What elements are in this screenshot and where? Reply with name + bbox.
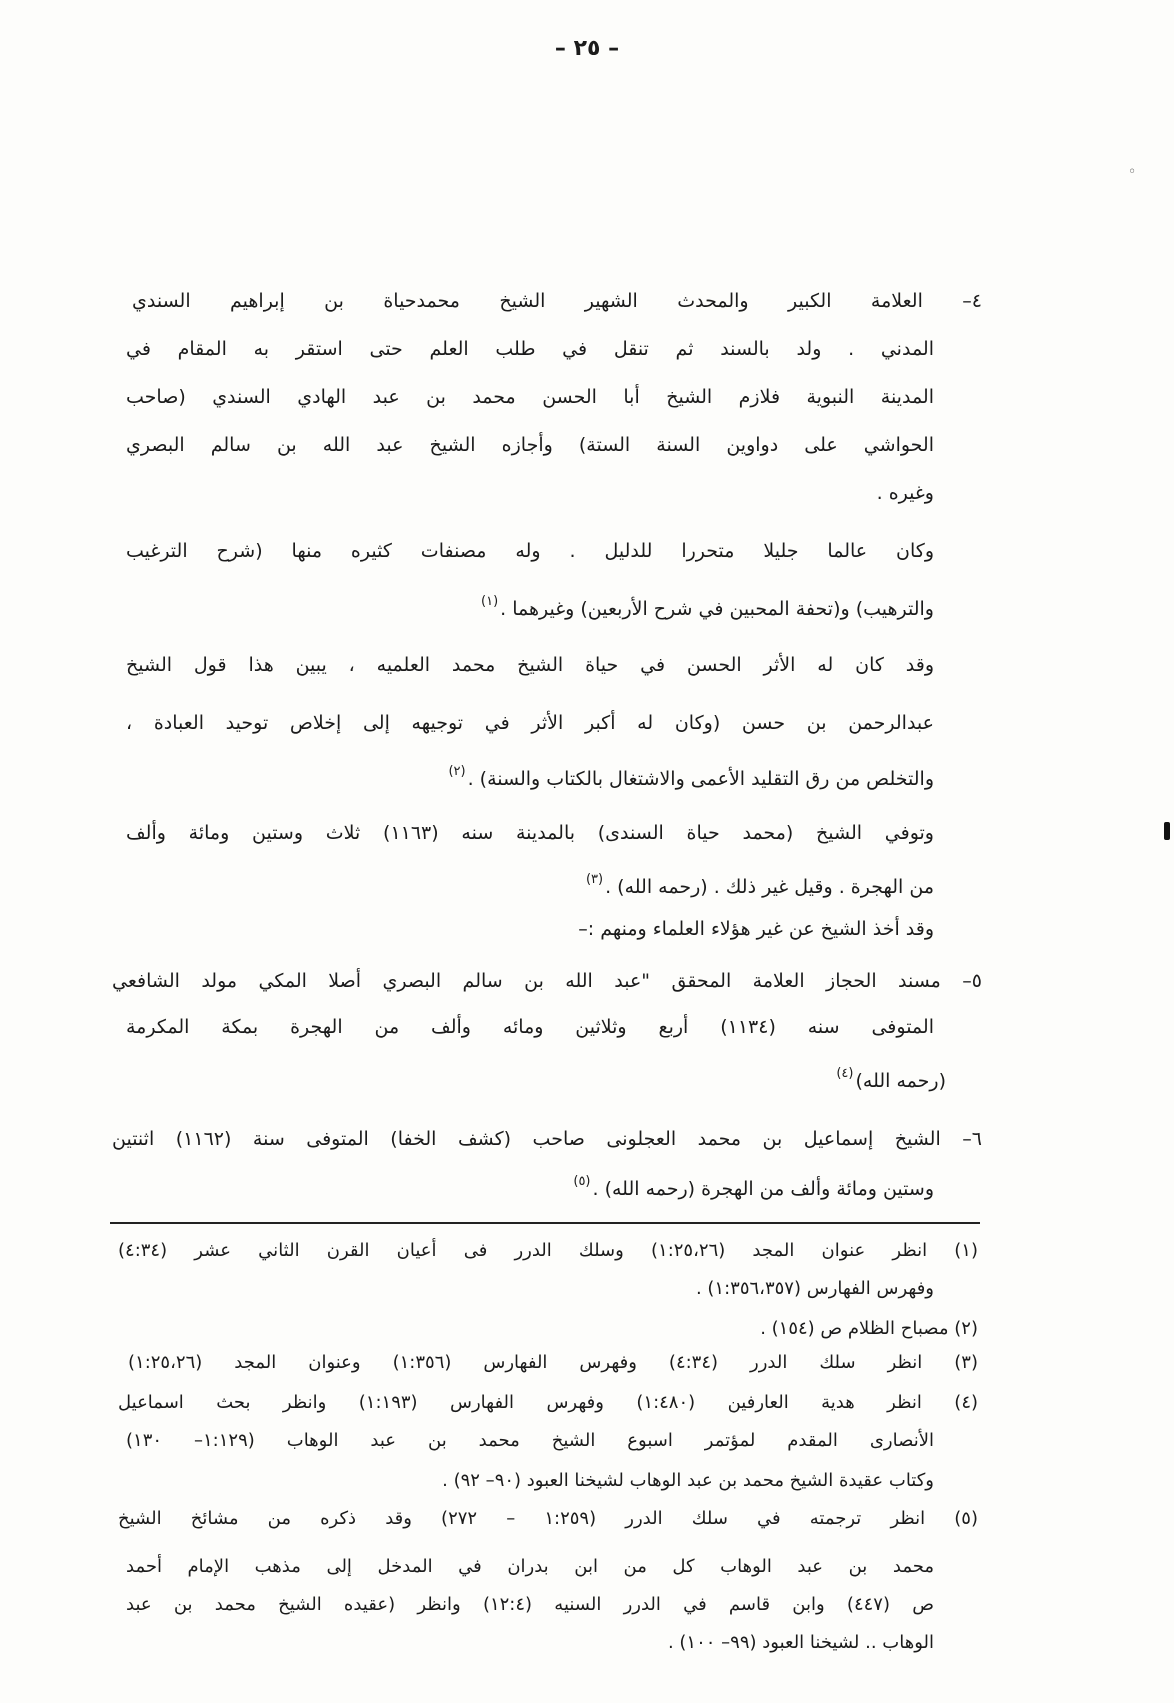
footnote-line: الأنصارى المقدم لمؤتمر اسبوع الشيخ محمد بن عبد الوهاب (١:١٢٩– ١٣٠) [126,1430,934,1451]
body-line: وستين ومائة وألف من الهجرة (رحمه الله) .$^{(٥)}$ [573,1174,934,1200]
body-line: وتوفي الشيخ (محمد حياة السندى) بالمدينة سنه (١١٦٣) ثلاث وستين ومائة وألف [126,822,934,844]
body-line: ٥– مسند الحجاز العلامة المحقق "عبد الله بن سالم البصري أصلا المكي مولد الشافعي [112,970,982,992]
page-number: – ٢٥ – [554,36,620,61]
body-line: والتخلص من رق التقليد الأعمى والاشتغال بالكتاب والسنة) .$^{(٢)}$ [448,764,934,790]
footnote-line: الوهاب .. لشيخنا العبود (٩٩– ١٠٠) . [667,1632,934,1653]
footnote-ref: (٢) [448,764,466,779]
footnote-line: (٣) انظر سلك الدرر (٤:٣٤) وفهرس الفهارس (١:٣٥٦) وعنوان المجد (١:٢٥،٢٦) [128,1352,978,1373]
body-line: المدني . ولد بالسند ثم تنقل في طلب العلم حتى استقر به المقام في [126,338,934,360]
footnote-divider [110,1222,980,1224]
body-line: وقد كان له الأثر الحسن في حياة الشيخ محمد العلميه ، يبين هذا قول الشيخ [126,654,934,676]
footnote-ref: (١) [481,594,499,609]
footnote-line: ص (٤٤٧) وابن قاسم في الدرر السنيه (١٢:٤) وانظر (عقيده الشيخ محمد بن عبد [126,1594,934,1615]
footnote-ref: (٣) [585,872,604,887]
footnote-line: محمد بن عبد الوهاب كل من ابن بدران في المدخل إلى مذهب الإمام أحمد [126,1556,934,1577]
footnote-line: (٤) انظر هدية العارفين (١:٤٨٠) وفهرس الفهارس (١:١٩٣) وانظر بحث اسماعيل [118,1392,979,1413]
body-line: ٤– العلامة الكبير والمحدث الشهير الشيخ محمدحياة بن إبراهيم السندي [132,290,982,312]
margin-mark: ◦ [1128,164,1137,180]
body-line: من الهجرة . وقيل غير ذلك . (رحمه الله) .$^{(٣)}$ [585,872,934,898]
footnote-line: وفهرس الفهارس (١:٣٥٦،٣٥٧) . [695,1278,934,1299]
footnote-line: (٥) انظر ترجمته في سلك الدرر (١:٢٥٩ – ٢٧٢) وقد ذكره من مشائخ الشيخ [118,1508,978,1529]
body-line: المتوفى سنه (١١٣٤) أربع وثلاثين ومائه وألف من الهجرة بمكة المكرمة [126,1016,934,1038]
body-line: وغيره . [876,482,934,504]
footnote-ref: (٥) [573,1174,591,1189]
footnote-line: (١) انظر عنوان المجد (١:٢٥،٢٦) وسلك الدرر فى أعيان القرن الثاني عشر (٤:٣٤) [118,1240,978,1261]
body-line: ٦– الشيخ إسماعيل بن محمد العجلونى صاحب (كشف الخفا) المتوفى سنة (١١٦٢) اثنتين [112,1128,982,1150]
body-line: عبدالرحمن بن حسن (وكان له أكبر الأثر في توجيهه إلى إخلاص توحيد العبادة ، [126,712,934,734]
body-line: الحواشي على دواوين السنة الستة) وأجازه الشيخ عبد الله بن سالم البصري [126,434,934,456]
footnote-line: وكتاب عقيدة الشيخ محمد بن عبد الوهاب لشيخنا العبود (٩٠– ٩٢) . [442,1470,934,1491]
body-line: وكان عالما جليلا متحررا للدليل . وله مصنفات كثيره منها (شرح الترغيب [126,540,934,562]
body-line: (رحمه الله)$^{(٤)}$ [836,1066,946,1092]
body-line: وقد أخذ الشيخ عن غير هؤلاء العلماء ومنهم :– [578,918,934,940]
footnote-line: (٢) مصباح الظلام ص (١٥٤) . [760,1318,978,1339]
body-line: المدينة النبوية فلازم الشيخ أبا الحسن محمد بن عبد الهادي السندي (صاحب [126,386,934,408]
scan-speck [1164,822,1170,840]
footnote-ref: (٤) [836,1066,854,1081]
body-line: والترهيب) و(تحفة المحبين في شرح الأربعين) وغيرهما .$^{(١)}$ [481,594,934,620]
